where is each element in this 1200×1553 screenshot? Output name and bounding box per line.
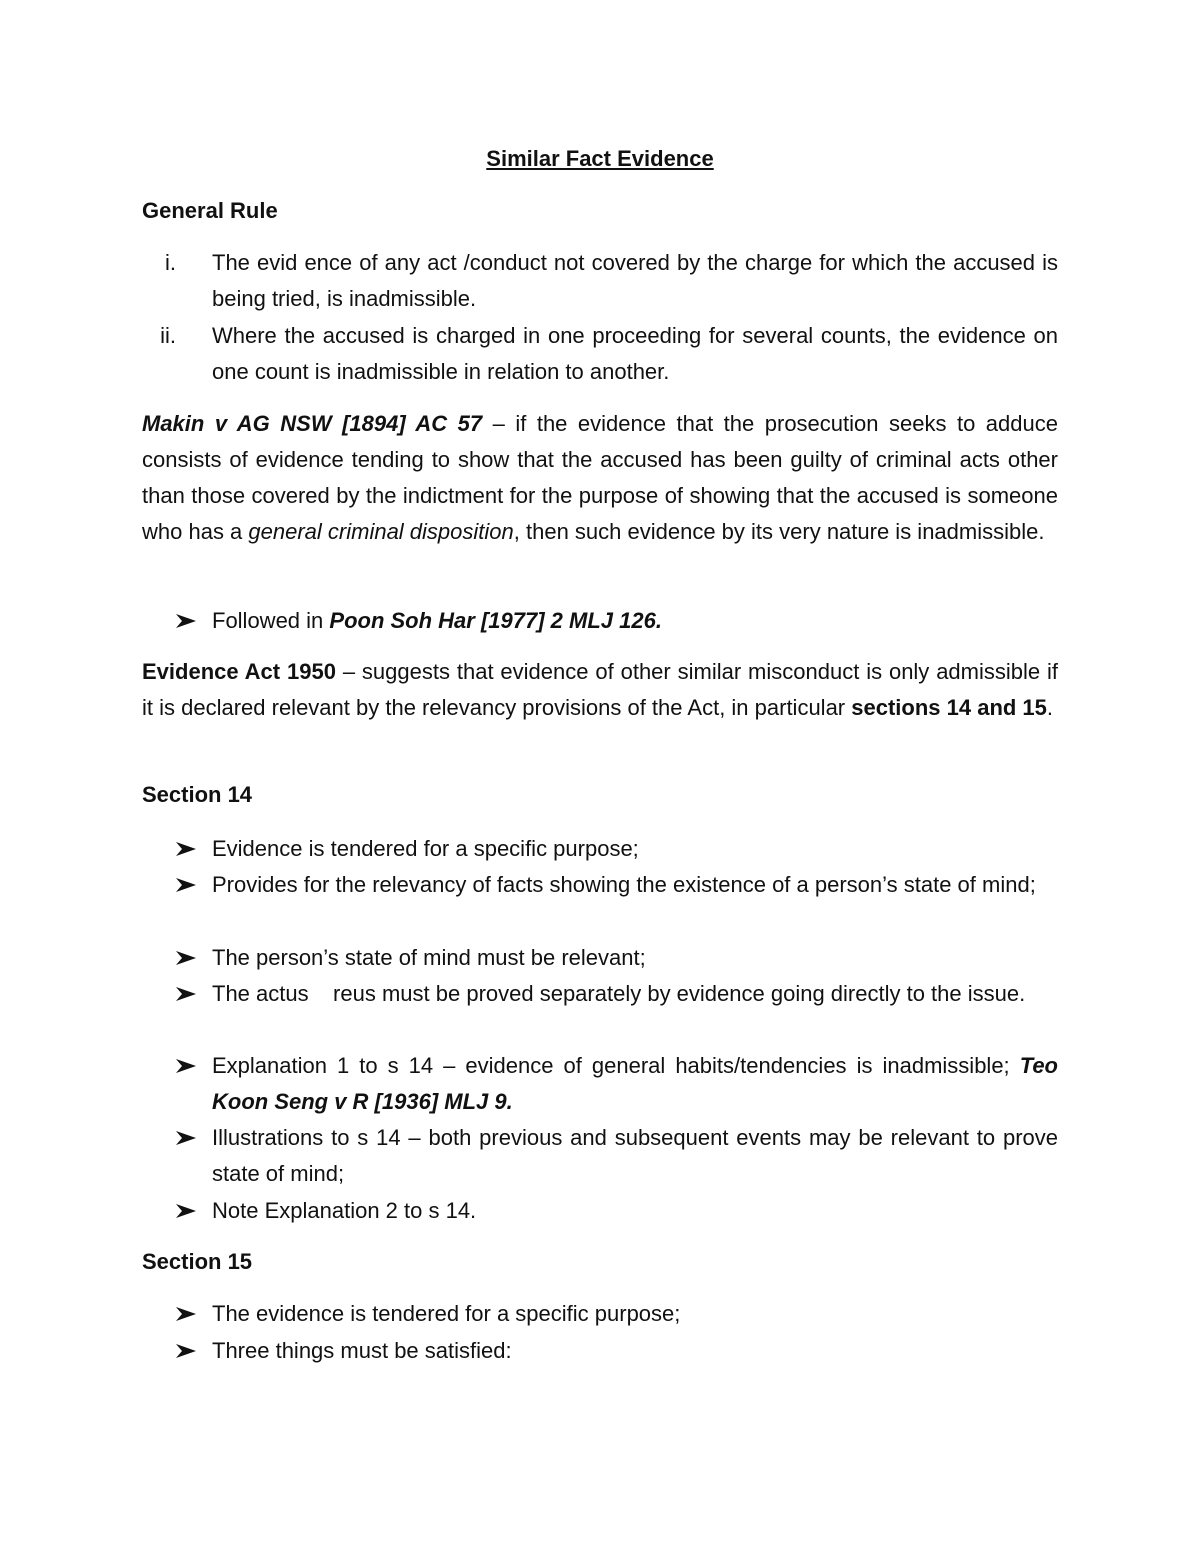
list-item — [174, 1333, 1058, 1369]
arrow-bullet-icon — [174, 1333, 200, 1369]
list-item — [142, 318, 1058, 390]
makin-italic-term: general criminal disposition — [248, 519, 514, 544]
list-item-text: The person’s state of mind must be relevant; — [212, 945, 646, 970]
section-15-heading: Section 15 — [142, 1249, 253, 1274]
list-item-text: Provides for the relevancy of facts showing the existence of a person’s state of mind; — [212, 872, 1036, 897]
followed-prefix: Followed in — [212, 608, 330, 633]
makin-text-end: , then such evidence by its very nature is inadmissible. — [513, 519, 1045, 544]
general-rule-heading: General Rule — [142, 198, 278, 223]
arrow-bullet-icon — [174, 603, 200, 639]
list-item-text: Evidence is tendered for a specific purpose; — [212, 836, 639, 861]
list-number: ii. — [160, 323, 176, 348]
page-title: Similar Fact Evidence — [486, 146, 714, 171]
list-item — [174, 867, 1058, 903]
list-item-text: The actus reus must be proved separately by evidence going directly to the issue. — [212, 981, 1026, 1006]
list-item — [142, 245, 1058, 317]
explanation-text: Explanation 1 to s 14 – evidence of general habits/tendencies is inadmissible; — [212, 1053, 1020, 1078]
list-item-text: The evidence is tendered for a specific purpose; — [212, 1301, 681, 1326]
arrow-bullet-icon — [174, 1193, 200, 1229]
list-item-text: Note Explanation 2 to s 14. — [212, 1198, 477, 1223]
list-item — [174, 940, 1058, 976]
arrow-bullet-icon — [174, 1120, 200, 1156]
list-item-text: Where the accused is charged in one proceeding for several counts, the evidence on one count is inadmissible in relation to another. — [212, 323, 1058, 384]
arrow-bullet-icon — [174, 831, 200, 867]
list-item — [174, 1296, 1058, 1332]
poon-case-citation: Poon Soh Har [1977] 2 MLJ 126. — [329, 608, 662, 633]
list-item-text: Three things must be satisfied: — [212, 1338, 512, 1363]
list-item — [174, 831, 1058, 867]
evidence-act-paragraph — [142, 654, 1058, 726]
section-14-heading: Section 14 — [142, 782, 253, 807]
list-item — [174, 1048, 1058, 1120]
list-item-text: Illustrations to s 14 – both previous and subsequent events may be relevant to prove state of mind; — [212, 1125, 1058, 1186]
arrow-bullet-icon — [174, 867, 200, 903]
arrow-bullet-icon — [174, 976, 200, 1012]
list-item — [174, 1193, 1058, 1229]
makin-case-citation: Makin v AG NSW [1894] AC 57 — [142, 411, 483, 436]
sections-reference: sections 14 and 15 — [851, 695, 1047, 720]
list-number: i. — [165, 250, 176, 275]
teo-case-citation: Teo Koon Seng v R [1936] MLJ 9. — [212, 1053, 1058, 1114]
arrow-bullet-icon — [174, 1296, 200, 1332]
list-item-text — [212, 603, 1058, 639]
makin-text: – if the evidence that the prosecution seeks to adduce consists of evidence tending to show that the accused has been guilty of criminal acts other than those covered by the indictment for the purpose of showing that the accused is someone who has a — [142, 411, 1058, 544]
list-item-text: The evid ence of any act /conduct not covered by the charge for which the accused is being tried, is inadmissible. — [212, 250, 1058, 311]
arrow-bullet-icon — [174, 940, 200, 976]
evidence-act-end: . — [1046, 695, 1054, 720]
list-item-text — [212, 1048, 1058, 1120]
evidence-act-label: Evidence Act 1950 — [142, 659, 336, 684]
list-item — [174, 976, 1058, 1012]
makin-paragraph — [142, 406, 1058, 550]
list-item — [174, 1120, 1058, 1192]
evidence-act-text: – suggests that evidence of other similar misconduct is only admissible if it is declared relevant by the relevancy provisions of the Act, in particular — [142, 659, 1058, 720]
arrow-bullet-icon — [174, 1048, 200, 1084]
list-item — [174, 603, 1058, 639]
